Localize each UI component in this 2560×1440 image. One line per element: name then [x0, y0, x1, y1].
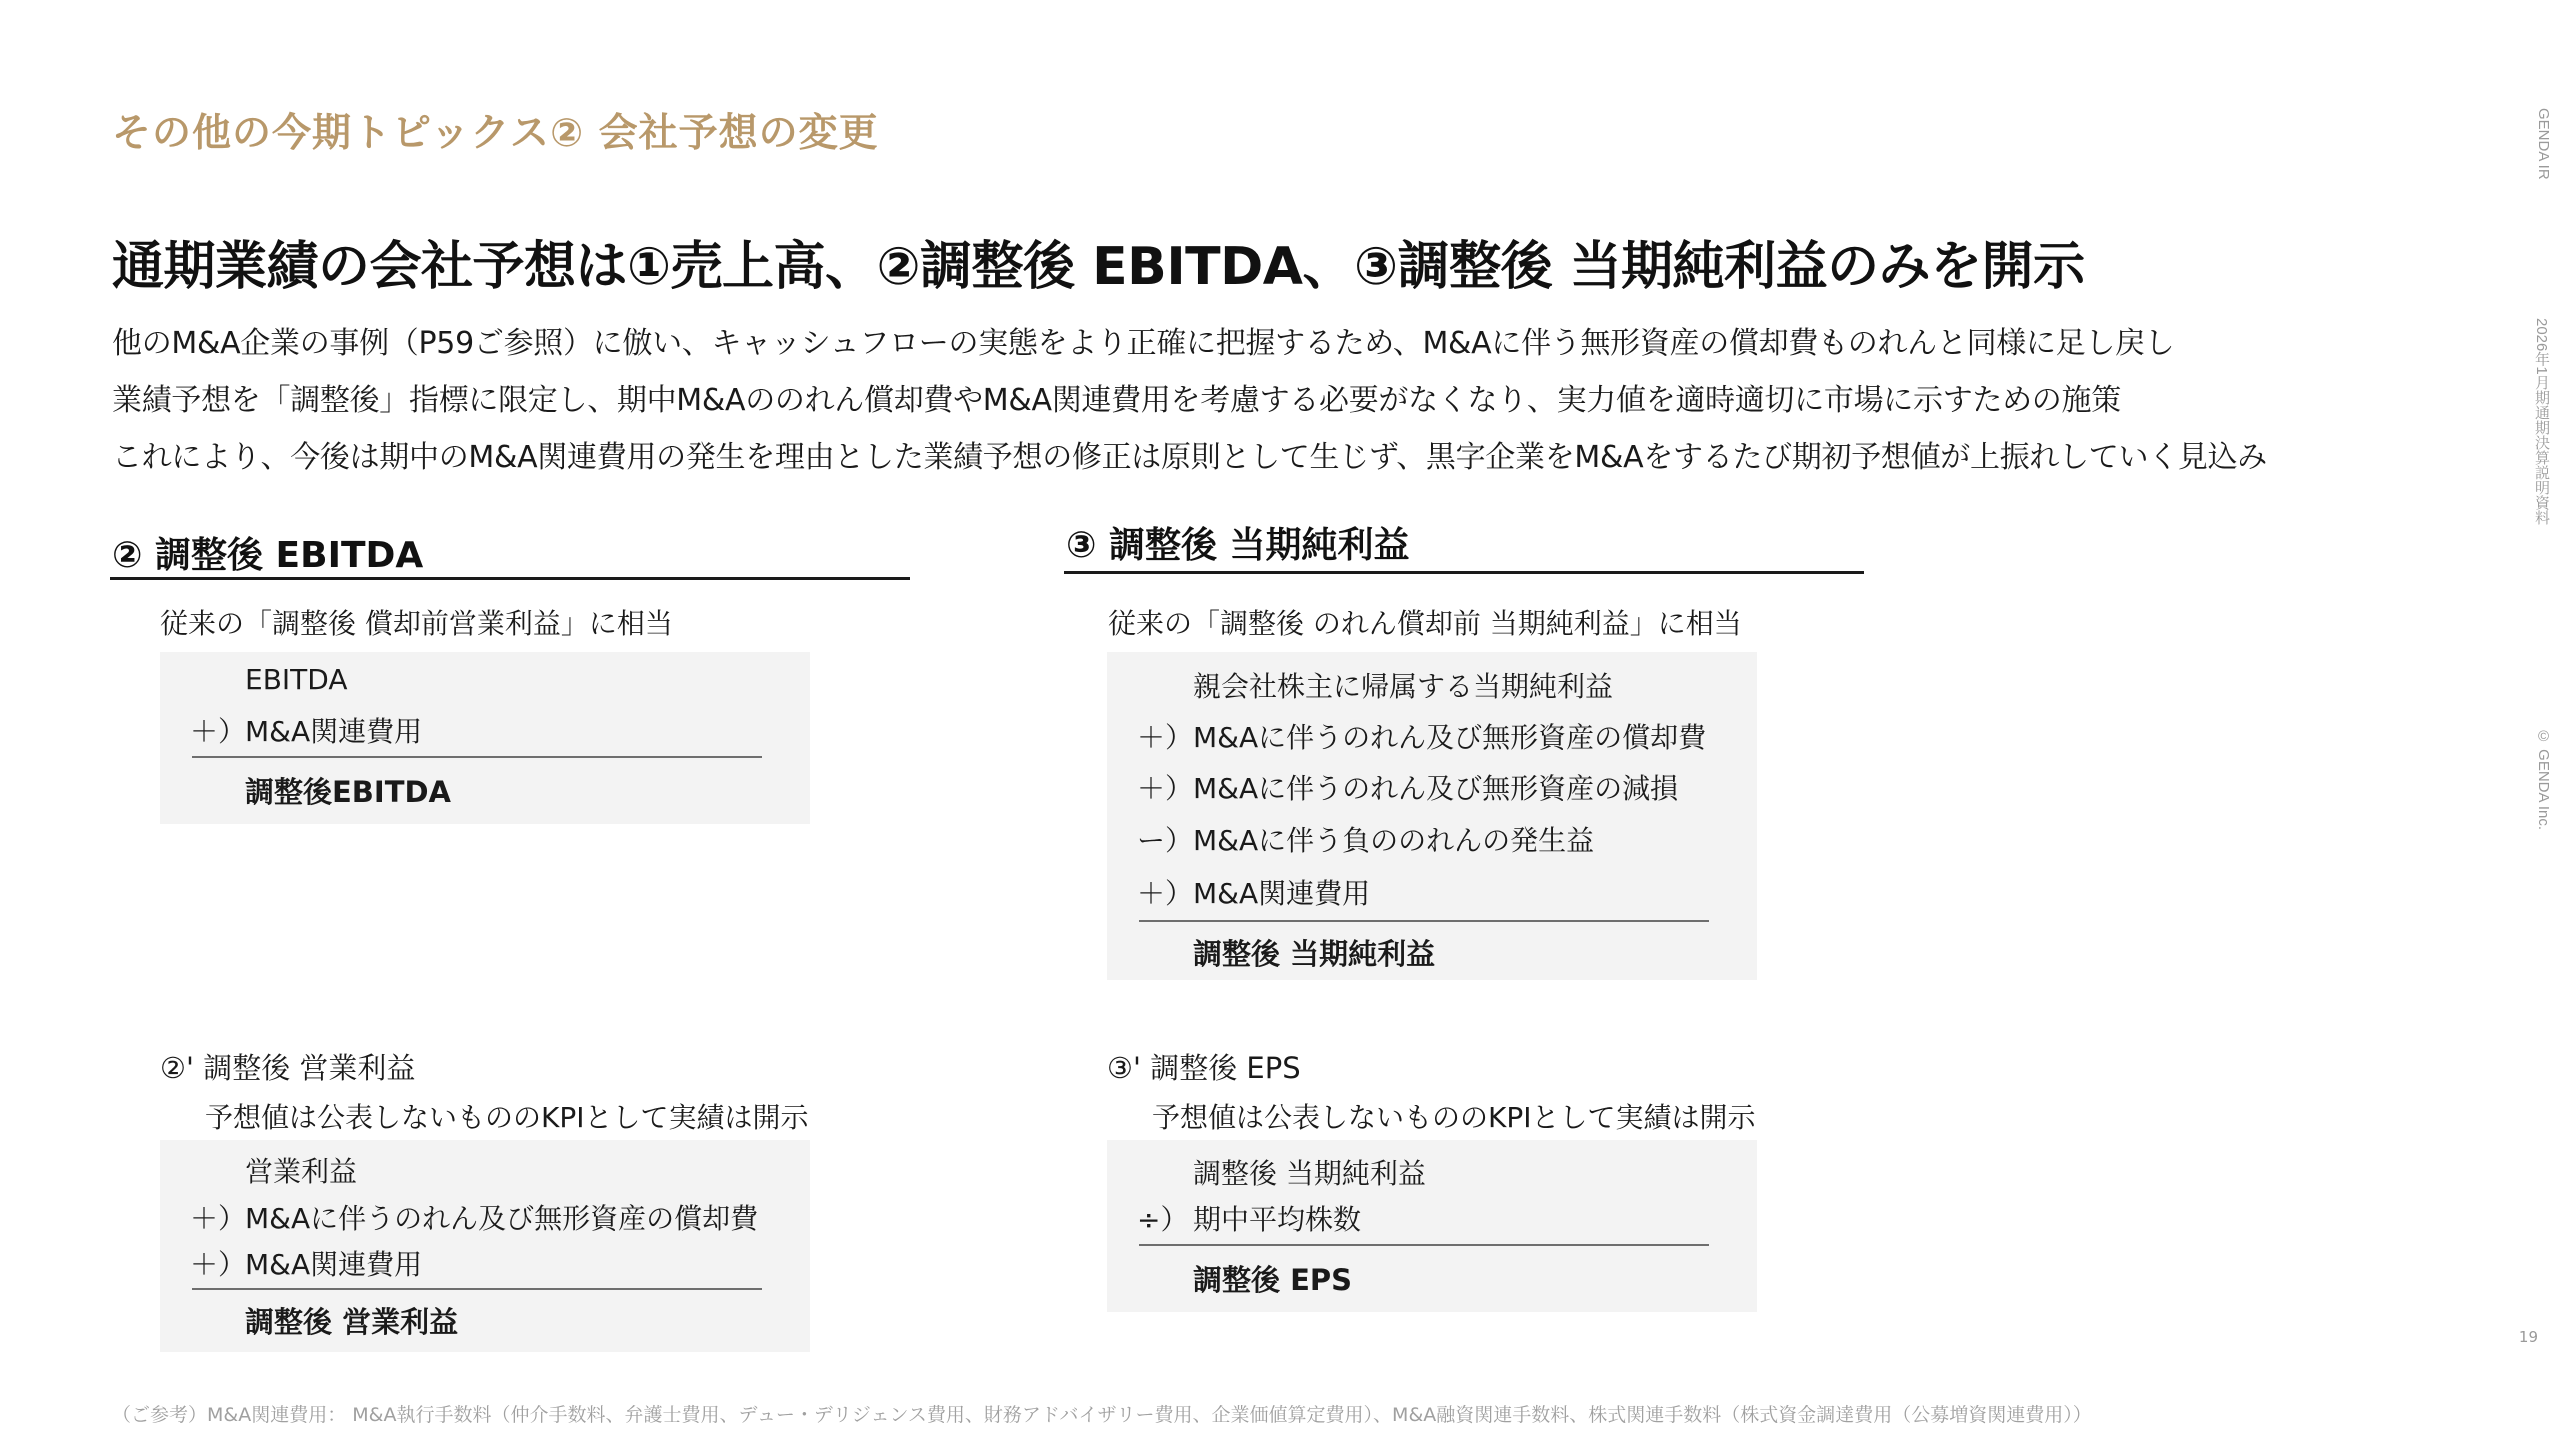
ebitda-heading: ② 調整後 EBITDA	[112, 535, 424, 576]
eps-heading: ③' 調整後 EPS	[1107, 1051, 1301, 1085]
ebitda-formula-box	[160, 652, 810, 824]
formula-operator: ＋）	[190, 1248, 247, 1281]
formula-total: 調整後 EPS	[1193, 1263, 1353, 1297]
brand-label: GENDA IR	[2535, 108, 2552, 180]
formula-total: 調整後 当期純利益	[1193, 937, 1436, 971]
body-line-3: これにより、今後は期中のM&A関連費用の発生を理由とした業績予想の修正は原則として生じず、黒字企業をM&Aをするたび期初予想値が上振れしていく見込み	[112, 440, 2267, 475]
net-income-note: 従来の「調整後 のれん償却前 当期純利益」に相当	[1108, 607, 1742, 640]
formula-row: EBITDA	[245, 663, 348, 696]
formula-operator: ÷）	[1137, 1203, 1189, 1236]
formula-row: 営業利益	[245, 1155, 358, 1188]
formula-operator: ＋）	[1137, 772, 1194, 805]
net-income-formula-box	[1107, 652, 1757, 980]
formula-operator: ＋）	[190, 715, 247, 748]
formula-row: 調整後 当期純利益	[1193, 1157, 1426, 1190]
formula-operator: ＋）	[1137, 877, 1194, 910]
formula-divider	[1139, 1244, 1709, 1246]
body-line-2: 業績予想を「調整後」指標に限定し、期中M&Aののれん償却費やM&A関連費用を考慮する必要がなくなり、実力値を適時適切に市場に示すための施策	[112, 383, 2121, 418]
ebitda-note: 従来の「調整後 償却前営業利益」に相当	[160, 607, 673, 640]
formula-row: M&A関連費用	[245, 1248, 423, 1281]
formula-row: M&Aに伴うのれん及び無形資産の償却費	[245, 1202, 759, 1235]
topic-title: その他の今期トピックス② 会社予想の変更	[112, 111, 879, 156]
op-income-heading: ②' 調整後 営業利益	[160, 1051, 416, 1085]
formula-row: M&A関連費用	[1193, 877, 1371, 910]
formula-row: M&A関連費用	[245, 715, 423, 748]
formula-total: 調整後EBITDA	[245, 775, 452, 809]
formula-row: M&Aに伴うのれん及び無形資産の減損	[1193, 772, 1679, 805]
formula-row: 親会社株主に帰属する当期純利益	[1193, 670, 1614, 703]
copyright-label: © GENDA Inc.	[2535, 728, 2552, 831]
op-income-formula-box	[160, 1140, 810, 1352]
document-label: 2026年1月期通期決算説明資料	[2533, 318, 2550, 525]
net-income-heading-rule	[1064, 571, 1864, 574]
footnote: （ご参考）M&A関連費用： M&A執行手数料（仲介手数料、弁護士費用、デュー・デリジェンス費用、財務アドバイザリー費用、企業価値算定費用）、M&A融資関連手数料、株式関連手数料（株式資金調達費用（公募増資関連費用））	[112, 1404, 2092, 1426]
formula-divider	[192, 1288, 762, 1290]
page-headline: 通期業績の会社予想は①売上高、②調整後 EBITDA、③調整後 当期純利益のみを開示	[112, 237, 2085, 297]
formula-row: M&Aに伴うのれん及び無形資産の償却費	[1193, 721, 1707, 754]
formula-operator: ＋）	[1137, 721, 1194, 754]
formula-row: 期中平均株数	[1193, 1203, 1362, 1236]
formula-divider	[1139, 920, 1709, 922]
op-income-note: 予想値は公表しないもののKPIとして実績は開示	[205, 1101, 809, 1134]
ebitda-heading-rule	[110, 577, 910, 580]
net-income-heading: ③ 調整後 当期純利益	[1066, 525, 1410, 566]
formula-divider	[192, 756, 762, 758]
formula-operator: ー）	[1137, 824, 1194, 857]
body-line-1: 他のM&A企業の事例（P59ご参照）に倣い、キャッシュフローの実態をより正確に把握するため、M&Aに伴う無形資産の償却費ものれんと同様に足し戻し	[112, 326, 2175, 361]
eps-note: 予想値は公表しないもののKPIとして実績は開示	[1152, 1101, 1756, 1134]
page-number: 19	[2518, 1328, 2538, 1346]
formula-total: 調整後 営業利益	[245, 1305, 459, 1339]
eps-formula-box	[1107, 1140, 1757, 1312]
formula-operator: ＋）	[190, 1202, 247, 1235]
formula-row: M&Aに伴う負ののれんの発生益	[1193, 824, 1595, 857]
